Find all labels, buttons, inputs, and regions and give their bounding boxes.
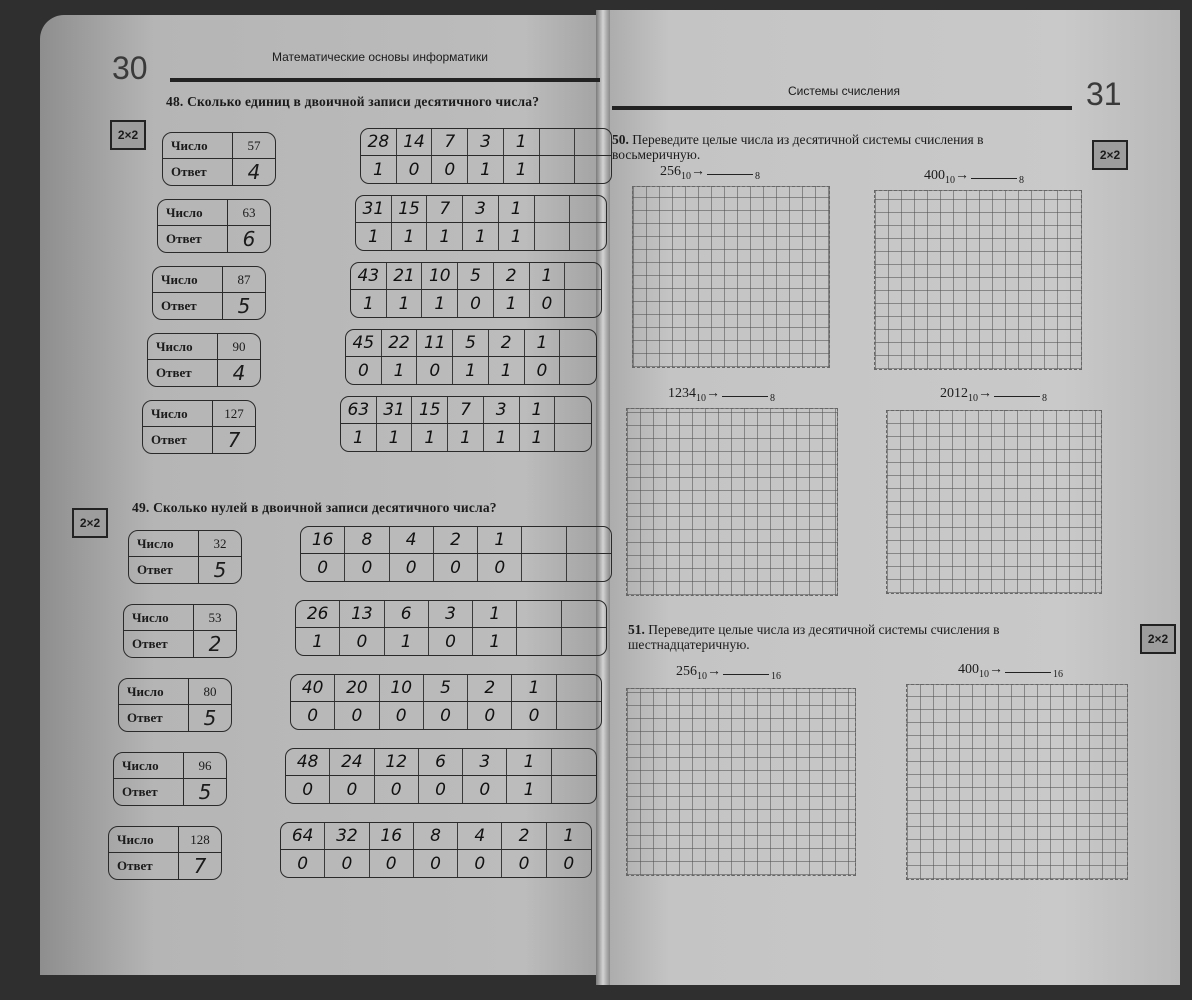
- page-number-left: 30: [112, 50, 148, 86]
- decimal-number: 53: [194, 605, 236, 631]
- division-work-table: [295, 600, 607, 656]
- quotient-cell: 7: [427, 196, 463, 222]
- remainder-cell: 1: [499, 223, 535, 250]
- quotient-cell: 64: [281, 823, 325, 849]
- number-answer-box: [147, 333, 261, 387]
- quotients-row: [296, 601, 606, 628]
- division-work-table: [280, 822, 592, 878]
- remainder-cell: 0: [380, 702, 424, 729]
- quotient-cell: 5: [458, 263, 494, 289]
- quotient-cell: 12: [375, 749, 419, 775]
- quotient-cell: [570, 196, 606, 222]
- quotient-cell: [522, 527, 566, 553]
- source-base: 10: [696, 392, 706, 404]
- answer-blank: [994, 396, 1040, 397]
- number-label: Число: [119, 679, 189, 705]
- remainder-cell: [517, 628, 561, 655]
- remainder-cell: 0: [335, 702, 379, 729]
- quotient-cell: 11: [417, 330, 453, 356]
- remainder-cell: 1: [296, 628, 340, 655]
- graph-paper-grid: [626, 408, 838, 596]
- source-number: 400: [958, 662, 979, 677]
- answer-blank: [971, 178, 1017, 179]
- division-work-table: [285, 748, 597, 804]
- answer-label: Ответ: [129, 557, 199, 583]
- graph-paper-grid: [874, 190, 1082, 370]
- remainders-row: [351, 290, 601, 317]
- quotient-cell: 1: [520, 397, 556, 423]
- quotient-cell: 4: [458, 823, 502, 849]
- remainders-row: [346, 357, 596, 384]
- task-48-title: 48. Сколько единиц в двоичной записи десятичного числа?: [166, 94, 540, 109]
- remainder-cell: 1: [463, 223, 499, 250]
- quotient-cell: 10: [380, 675, 424, 701]
- quotient-cell: 21: [387, 263, 423, 289]
- difficulty-badge-49: 2×2: [72, 508, 108, 538]
- quotient-cell: 6: [419, 749, 463, 775]
- quotient-cell: 4: [390, 527, 434, 553]
- number-answer-box: [123, 604, 237, 658]
- conversion-target: [660, 164, 760, 182]
- remainder-cell: 1: [484, 424, 520, 451]
- quotients-row: [346, 330, 596, 357]
- page-number-right: 31: [1086, 76, 1122, 112]
- header-rule-right: [612, 106, 1072, 110]
- answer-label: Ответ: [109, 853, 179, 879]
- remainder-cell: [567, 554, 611, 581]
- remainder-cell: 1: [385, 628, 429, 655]
- decimal-number: 80: [189, 679, 231, 705]
- quotient-cell: 3: [468, 129, 504, 155]
- remainder-cell: 0: [417, 357, 453, 384]
- remainder-cell: 0: [458, 850, 502, 877]
- remainder-cell: 0: [301, 554, 345, 581]
- number-label: Число: [153, 267, 223, 293]
- quotient-cell: 2: [494, 263, 530, 289]
- quotient-cell: 40: [291, 675, 335, 701]
- quotient-cell: 15: [412, 397, 448, 423]
- quotient-cell: 48: [286, 749, 330, 775]
- task-49-title: 49. Сколько нулей в двоичной записи десятичного числа?: [132, 500, 497, 515]
- number-label: Число: [163, 133, 233, 159]
- graph-paper-grid: [632, 186, 830, 368]
- number-label: Число: [114, 753, 184, 779]
- division-work-table: [360, 128, 612, 184]
- remainder-cell: [552, 776, 596, 803]
- answer-blank: [1005, 672, 1051, 673]
- answer-label: Ответ: [143, 427, 213, 453]
- quotient-cell: 7: [432, 129, 468, 155]
- quotient-cell: 2: [468, 675, 512, 701]
- quotient-cell: 16: [370, 823, 414, 849]
- handwritten-answer: 5: [198, 780, 212, 804]
- remainder-cell: 0: [397, 156, 433, 183]
- decimal-number: 32: [199, 531, 241, 557]
- remainder-cell: 0: [463, 776, 507, 803]
- remainder-cell: 1: [427, 223, 463, 250]
- quotient-cell: 26: [296, 601, 340, 627]
- quotients-row: [301, 527, 611, 554]
- decimal-number: 57: [233, 133, 275, 159]
- quotient-cell: 1: [504, 129, 540, 155]
- division-work-table: [345, 329, 597, 385]
- source-number: 256: [660, 164, 681, 179]
- quotient-cell: 13: [340, 601, 384, 627]
- quotient-cell: 3: [463, 196, 499, 222]
- answer-blank: [723, 674, 769, 675]
- task-51-text: 51. Переведите целые числа из десятичной системы счисления в шестнадцатеричную.: [628, 622, 1000, 652]
- number-answer-box: [152, 266, 266, 320]
- remainder-cell: [565, 290, 601, 317]
- source-base: 10: [681, 170, 691, 182]
- decimal-number: 63: [228, 200, 270, 226]
- quotient-cell: 32: [325, 823, 369, 849]
- remainder-cell: 0: [424, 702, 468, 729]
- remainder-cell: [540, 156, 576, 183]
- handwritten-answer: 2: [208, 632, 222, 656]
- remainder-cell: 0: [390, 554, 434, 581]
- quotient-cell: 31: [356, 196, 392, 222]
- remainder-cell: 0: [375, 776, 419, 803]
- answer-label: Ответ: [124, 631, 194, 657]
- remainder-cell: 0: [512, 702, 556, 729]
- quotients-row: [281, 823, 591, 850]
- graph-paper-grid: [886, 410, 1102, 594]
- quotient-cell: [565, 263, 601, 289]
- decimal-number: 127: [213, 401, 255, 427]
- task-50-text: 50. Переведите целые числа из десятичной системы счисления в восьмеричную.: [612, 132, 984, 162]
- source-number: 256: [676, 664, 697, 679]
- remainder-cell: 1: [504, 156, 540, 183]
- quotient-cell: 1: [499, 196, 535, 222]
- quotient-cell: 3: [429, 601, 473, 627]
- decimal-number: 96: [184, 753, 226, 779]
- number-answer-box: [157, 199, 271, 253]
- remainder-cell: 0: [563, 853, 575, 874]
- quotient-cell: 1: [512, 675, 556, 701]
- quotient-cell: 1: [507, 749, 551, 775]
- remainder-cell: 0: [458, 290, 494, 317]
- remainders-row: [341, 424, 591, 451]
- target-base: 8: [770, 392, 775, 404]
- source-number: 400: [924, 168, 945, 183]
- difficulty-badge-48: 2×2: [110, 120, 146, 150]
- remainder-cell: 0: [330, 776, 374, 803]
- remainder-cell: 1: [473, 628, 517, 655]
- remainders-row: [301, 554, 611, 581]
- remainder-cell: 0: [286, 776, 330, 803]
- remainders-row: [361, 156, 611, 183]
- quotient-cell: 63: [341, 397, 377, 423]
- source-base: 10: [697, 670, 707, 682]
- target-base: 8: [1019, 174, 1024, 186]
- quotients-row: [341, 397, 591, 424]
- remainders-row: [286, 776, 596, 803]
- quotients-row: [291, 675, 601, 702]
- answer-label: Ответ: [148, 360, 218, 386]
- conversion-target: [924, 168, 1024, 186]
- quotient-cell: 2: [502, 823, 546, 849]
- remainder-cell: 1: [361, 156, 397, 183]
- quotient-cell: [552, 749, 596, 775]
- remainder-cell: 1: [468, 156, 504, 183]
- quotient-cell: 1: [525, 330, 561, 356]
- target-base: 16: [771, 670, 781, 682]
- remainders-row: [296, 628, 606, 655]
- quotient-cell: [555, 397, 591, 423]
- remainder-cell: [560, 357, 596, 384]
- quotient-cell: 2: [434, 527, 478, 553]
- quotient-cell: [562, 601, 606, 627]
- remainder-cell: [522, 554, 566, 581]
- quotient-cell: [517, 601, 561, 627]
- quotient-cell: [557, 675, 601, 701]
- quotient-cell: 20: [335, 675, 379, 701]
- remainder-cell: 1: [507, 776, 551, 803]
- remainder-cell: 1: [382, 357, 418, 384]
- target-base: 8: [1042, 392, 1047, 404]
- remainders-row: [291, 702, 601, 729]
- remainder-cell: 0: [502, 850, 546, 877]
- remainder-cell: 1: [356, 223, 392, 250]
- remainder-cell: 0: [291, 702, 335, 729]
- division-work-table: [300, 526, 612, 582]
- quotient-cell: 1: [530, 263, 566, 289]
- quotient-cell: 1: [563, 826, 575, 846]
- arrow-icon: →: [978, 386, 992, 401]
- decimal-number: 87: [223, 267, 265, 293]
- remainder-cell: 0: [414, 850, 458, 877]
- quotient-cell: 2: [489, 330, 525, 356]
- quotient-cell: 10: [422, 263, 458, 289]
- number-answer-box: [118, 678, 232, 732]
- answer-label: Ответ: [158, 226, 228, 252]
- number-answer-box: [142, 400, 256, 454]
- decimal-number: 128: [179, 827, 221, 853]
- quotient-cell: [540, 129, 576, 155]
- remainder-cell: [575, 156, 611, 183]
- running-head-left: Математические основы информатики: [272, 50, 488, 64]
- conversion-target: [940, 386, 1047, 404]
- quotient-cell: 3: [463, 749, 507, 775]
- division-work-table: [355, 195, 607, 251]
- running-head-right: Системы счисления: [788, 84, 900, 98]
- source-number: 1234: [668, 386, 696, 401]
- quotient-cell: 1: [478, 527, 522, 553]
- division-work-table: [340, 396, 592, 452]
- quotient-cell: 7: [448, 397, 484, 423]
- target-base: 16: [1053, 668, 1063, 680]
- quotient-cell: 43: [351, 263, 387, 289]
- quotient-cell: 1: [473, 601, 517, 627]
- quotient-cell: 5: [424, 675, 468, 701]
- source-number: 2012: [940, 386, 968, 401]
- quotient-cell: 22: [382, 330, 418, 356]
- remainder-cell: [535, 223, 571, 250]
- remainder-cell: 1: [351, 290, 387, 317]
- remainder-cell: [570, 223, 606, 250]
- number-label: Число: [129, 531, 199, 557]
- conversion-target: [668, 386, 775, 404]
- handwritten-answer: 7: [227, 428, 241, 452]
- division-work-table: [290, 674, 602, 730]
- remainder-cell: 1: [494, 290, 530, 317]
- quotients-row: [351, 263, 601, 290]
- remainders-row: [356, 223, 606, 250]
- arrow-icon: →: [691, 164, 705, 179]
- remainder-cell: 0: [340, 628, 384, 655]
- quotients-row: [356, 196, 606, 223]
- header-rule-left: [170, 78, 600, 82]
- remainder-cell: 0: [281, 850, 325, 877]
- quotient-cell: 3: [484, 397, 520, 423]
- answer-label: Ответ: [163, 159, 233, 185]
- remainder-cell: 1: [520, 424, 556, 451]
- quotients-row: [286, 749, 596, 776]
- number-answer-box: [128, 530, 242, 584]
- remainder-cell: 0: [530, 290, 566, 317]
- quotient-cell: 8: [345, 527, 389, 553]
- quotient-cell: 14: [397, 129, 433, 155]
- answer-label: Ответ: [114, 779, 184, 805]
- remainder-cell: 1: [422, 290, 458, 317]
- conversion-target: [676, 664, 781, 682]
- remainder-cell: 0: [432, 156, 468, 183]
- target-base: 8: [755, 170, 760, 182]
- number-answer-box: [162, 132, 276, 186]
- handwritten-answer: 5: [213, 558, 227, 582]
- division-work-table: [350, 262, 602, 318]
- quotient-cell: [575, 129, 611, 155]
- conversion-target: [958, 662, 1063, 680]
- quotients-row: [361, 129, 611, 156]
- number-label: Число: [109, 827, 179, 853]
- answer-label: Ответ: [119, 705, 189, 731]
- remainder-cell: 1: [489, 357, 525, 384]
- remainder-cell: 0: [468, 702, 512, 729]
- number-answer-box: [113, 752, 227, 806]
- answer-blank: [707, 174, 753, 175]
- remainder-cell: 0: [325, 850, 369, 877]
- handwritten-answer: 6: [242, 227, 256, 251]
- decimal-number: 90: [218, 334, 260, 360]
- remainder-cell: 0: [419, 776, 463, 803]
- answer-label: Ответ: [153, 293, 223, 319]
- handwritten-answer: 4: [232, 361, 246, 385]
- number-answer-box: [108, 826, 222, 880]
- number-label: Число: [124, 605, 194, 631]
- arrow-icon: →: [989, 662, 1003, 677]
- remainder-cell: 0: [525, 357, 561, 384]
- remainder-cell: [557, 702, 601, 729]
- quotient-cell: [560, 330, 596, 356]
- remainder-cell: 1: [387, 290, 423, 317]
- source-base: 10: [968, 392, 978, 404]
- handwritten-answer: 5: [237, 294, 251, 318]
- remainder-cell: 1: [448, 424, 484, 451]
- remainders-row: [281, 850, 591, 877]
- handwritten-answer: 7: [193, 854, 207, 878]
- remainder-cell: 1: [392, 223, 428, 250]
- remainder-cell: 0: [429, 628, 473, 655]
- remainder-cell: 1: [453, 357, 489, 384]
- handwritten-answer: 4: [247, 160, 261, 184]
- quotient-cell: 28: [361, 129, 397, 155]
- number-label: Число: [158, 200, 228, 226]
- number-label: Число: [143, 401, 213, 427]
- quotient-cell: 31: [377, 397, 413, 423]
- source-base: 10: [979, 668, 989, 680]
- remainder-cell: 0: [346, 357, 382, 384]
- source-base: 10: [945, 174, 955, 186]
- arrow-icon: →: [707, 664, 721, 679]
- remainder-cell: [562, 628, 606, 655]
- remainder-cell: 1: [377, 424, 413, 451]
- remainder-cell: 1: [412, 424, 448, 451]
- remainder-cell: 1: [341, 424, 377, 451]
- quotient-cell: 24: [330, 749, 374, 775]
- quotient-cell: 5: [453, 330, 489, 356]
- quotient-cell: 16: [301, 527, 345, 553]
- remainder-cell: 0: [434, 554, 478, 581]
- handwritten-answer: 5: [203, 706, 217, 730]
- difficulty-badge-50: 2×2: [1092, 140, 1128, 170]
- difficulty-badge-51: 2×2: [1140, 624, 1176, 654]
- quotient-cell: [535, 196, 571, 222]
- remainder-cell: 0: [345, 554, 389, 581]
- quotient-cell: 15: [392, 196, 428, 222]
- remainder-cell: [555, 424, 591, 451]
- quotient-cell: 8: [414, 823, 458, 849]
- quotient-cell: 6: [385, 601, 429, 627]
- quotient-cell: [567, 527, 611, 553]
- remainder-cell: 0: [478, 554, 522, 581]
- answer-blank: [722, 396, 768, 397]
- graph-paper-grid: [626, 688, 856, 876]
- arrow-icon: →: [706, 386, 720, 401]
- graph-paper-grid: [906, 684, 1128, 880]
- quotient-cell: 45: [346, 330, 382, 356]
- arrow-icon: →: [955, 168, 969, 183]
- remainder-cell: 0: [370, 850, 414, 877]
- number-label: Число: [148, 334, 218, 360]
